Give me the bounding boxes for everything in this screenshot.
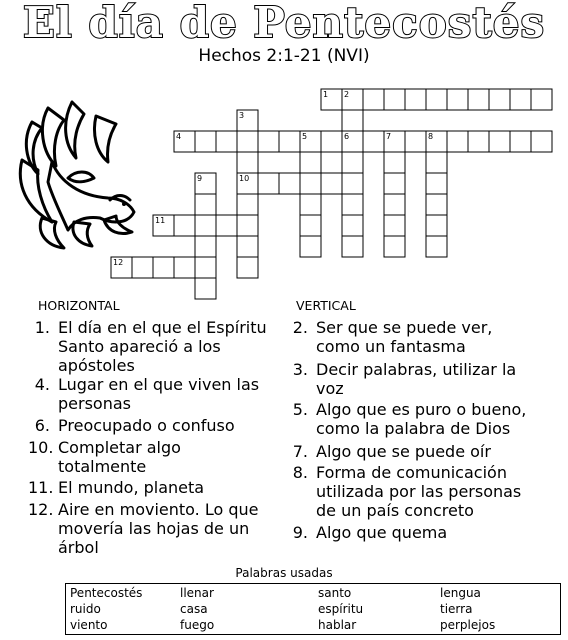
word-bank-word: hablar — [318, 618, 357, 632]
grid-cell[interactable] — [195, 131, 216, 152]
grid-cell[interactable] — [489, 89, 510, 110]
grid-cell[interactable] — [510, 131, 531, 152]
grid-cell[interactable] — [510, 89, 531, 110]
grid-cell[interactable] — [237, 215, 258, 236]
clue-number: 5. — [292, 400, 308, 419]
clue-number: 12. — [28, 500, 54, 519]
grid-cell[interactable] — [216, 131, 237, 152]
clue-text: Decir palabras, utilizar la voz — [316, 360, 517, 398]
across-clue — [28, 478, 273, 497]
clue-number: 5 — [302, 132, 308, 141]
clue-number: 8 — [428, 132, 434, 141]
clue-number: 7. — [292, 442, 308, 461]
grid-cell[interactable] — [300, 173, 321, 194]
grid-cell[interactable] — [426, 89, 447, 110]
across-clue — [28, 375, 273, 413]
grid-cell[interactable] — [363, 131, 384, 152]
grid-cell[interactable] — [447, 131, 468, 152]
clue-number: 4. — [34, 375, 50, 394]
clue-number: 4 — [176, 132, 182, 141]
across-heading: HORIZONTAL — [38, 298, 120, 313]
clue-text: El mundo, planeta — [58, 478, 205, 497]
scripture-reference: Hechos 2:1-21 (NVI) — [198, 46, 370, 66]
grid-cell[interactable] — [384, 152, 405, 173]
word-bank-word: perplejos — [440, 618, 496, 632]
across-clue — [28, 500, 273, 557]
clue-text: El día en el que el Espíritu Santo apareció a los apóstoles — [58, 318, 267, 375]
grid-cell[interactable] — [384, 89, 405, 110]
clue-number: 3. — [292, 360, 308, 379]
clue-text: Aire en moviento. Lo que movería las hojas de un árbol — [58, 500, 259, 557]
clue-text: Algo que se puede oír — [316, 442, 491, 461]
word-bank-word: llenar — [180, 586, 214, 600]
word-bank-word: santo — [318, 586, 352, 600]
grid-cell[interactable] — [426, 215, 447, 236]
grid-cell[interactable] — [300, 215, 321, 236]
crossword-grid — [0, 0, 568, 300]
clue-number: 6. — [34, 416, 50, 435]
grid-cell[interactable] — [279, 173, 300, 194]
clue-text: Forma de comunicación utilizada por las personas de un país concreto — [316, 463, 522, 520]
word-bank — [65, 583, 561, 635]
grid-cell[interactable] — [258, 131, 279, 152]
across-clue — [28, 318, 273, 375]
grid-cell[interactable] — [342, 152, 363, 173]
clue-number: 9 — [197, 174, 203, 183]
grid-cell[interactable] — [426, 173, 447, 194]
across-clue — [28, 438, 273, 476]
clue-number: 11. — [28, 478, 54, 497]
grid-cell[interactable] — [195, 194, 216, 215]
grid-cell[interactable] — [300, 236, 321, 257]
grid-cell[interactable] — [531, 131, 552, 152]
grid-cell[interactable] — [426, 152, 447, 173]
grid-cell[interactable] — [384, 236, 405, 257]
grid-cell[interactable] — [342, 236, 363, 257]
grid-cell[interactable] — [237, 131, 258, 152]
grid-cell[interactable] — [405, 89, 426, 110]
clue-text: Algo que es puro o bueno, como la palabra de Dios — [316, 400, 527, 438]
word-bank-title: Palabras usadas — [235, 566, 333, 580]
grid-cell[interactable] — [426, 194, 447, 215]
grid-cell[interactable] — [342, 215, 363, 236]
grid-cell[interactable] — [237, 236, 258, 257]
grid-cell[interactable] — [237, 257, 258, 278]
clue-number: 7 — [386, 132, 392, 141]
clue-number: 3 — [239, 111, 245, 120]
grid-cell[interactable] — [384, 215, 405, 236]
down-clue — [286, 442, 536, 461]
clue-number: 2. — [292, 318, 308, 337]
grid-cell[interactable] — [258, 173, 279, 194]
grid-cell[interactable] — [300, 152, 321, 173]
clue-number: 2 — [344, 90, 350, 99]
word-bank-word: Pentecostés — [70, 586, 143, 600]
down-clue — [286, 360, 536, 398]
clue-text: Ser que se puede ver, como un fantasma — [316, 318, 493, 356]
grid-cell[interactable] — [216, 215, 237, 236]
grid-cell[interactable] — [195, 257, 216, 278]
word-bank-word: viento — [70, 618, 108, 632]
grid-cell[interactable] — [237, 194, 258, 215]
grid-cell[interactable] — [153, 257, 174, 278]
grid-cell[interactable] — [132, 257, 153, 278]
down-heading: VERTICAL — [296, 298, 356, 313]
clue-number: 11 — [155, 216, 166, 225]
clue-number: 8. — [292, 463, 308, 482]
clue-text: Completar algo totalmente — [58, 438, 181, 476]
grid-cell[interactable] — [384, 194, 405, 215]
grid-cell[interactable] — [174, 257, 195, 278]
grid-cell[interactable] — [342, 173, 363, 194]
grid-cell[interactable] — [363, 89, 384, 110]
clue-text: Preocupado o confuso — [58, 416, 235, 435]
word-bank-word: casa — [180, 602, 208, 616]
clue-number: 6 — [344, 132, 350, 141]
across-clue — [28, 416, 273, 435]
down-clue — [286, 318, 536, 356]
grid-cell[interactable] — [342, 194, 363, 215]
page-title: El día de Pentecostés — [22, 0, 546, 47]
grid-cell[interactable] — [195, 215, 216, 236]
word-bank-word: ruido — [70, 602, 101, 616]
grid-cell[interactable] — [174, 215, 195, 236]
grid-cell[interactable] — [321, 173, 342, 194]
down-clue — [286, 400, 536, 438]
grid-cell[interactable] — [300, 194, 321, 215]
grid-cell[interactable] — [195, 236, 216, 257]
clue-number: 1. — [34, 318, 50, 337]
word-bank-word: lengua — [440, 586, 481, 600]
grid-cell[interactable] — [468, 89, 489, 110]
clue-number: 1 — [323, 90, 329, 99]
grid-cell[interactable] — [447, 89, 468, 110]
grid-cell[interactable] — [279, 131, 300, 152]
grid-cell[interactable] — [321, 131, 342, 152]
grid-cell[interactable] — [531, 89, 552, 110]
word-bank-word: fuego — [180, 618, 215, 632]
grid-cell[interactable] — [489, 131, 510, 152]
clue-number: 12 — [113, 258, 124, 267]
word-bank-word: tierra — [440, 602, 473, 616]
grid-cell[interactable] — [468, 131, 489, 152]
grid-cell[interactable] — [342, 110, 363, 131]
clue-number: 10. — [28, 438, 54, 457]
down-clue — [286, 463, 536, 520]
grid-cell[interactable] — [237, 152, 258, 173]
grid-cell[interactable] — [405, 131, 426, 152]
clue-number: 9. — [292, 523, 308, 542]
grid-cell[interactable] — [195, 278, 216, 299]
clue-text: Algo que quema — [316, 523, 448, 542]
grid-cell[interactable] — [426, 236, 447, 257]
down-clue — [286, 523, 536, 542]
clue-number: 10 — [239, 174, 250, 183]
clue-text: Lugar en el que viven las personas — [58, 375, 260, 413]
grid-cell[interactable] — [384, 173, 405, 194]
word-bank-word: espíritu — [318, 602, 364, 616]
